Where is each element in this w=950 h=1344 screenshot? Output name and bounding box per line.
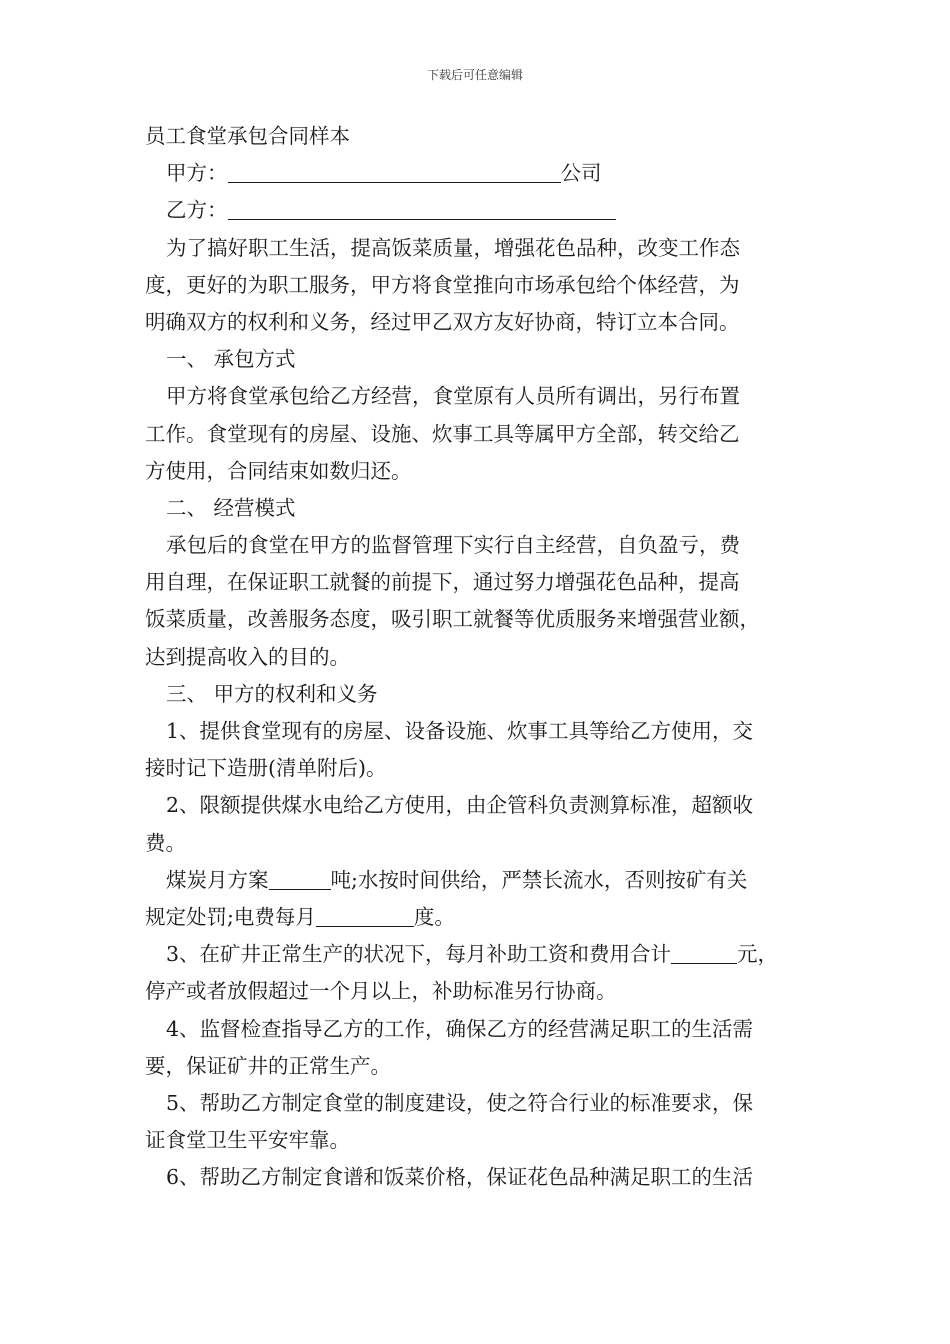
document-title: 员工食堂承包合同样本 <box>145 124 350 148</box>
item1-line: 接时记下造册(清单附后)。 <box>145 756 387 781</box>
electric-line <box>145 899 825 936</box>
item5-line: 证食堂卫生平安牢靠。 <box>145 1128 350 1153</box>
document-body <box>145 118 825 1196</box>
electric-blank <box>316 904 414 927</box>
coal-line <box>145 862 825 899</box>
electric-text: 规定处罚;电费每月 <box>145 904 316 929</box>
item4-line: 要，保证矿井的正常生产。 <box>145 1053 391 1078</box>
section1-line: 方使用，合同结束如数归还。 <box>145 458 412 483</box>
item2-line: 2、限额提供煤水电给乙方使用，由企管科负责测算标准，超额收 <box>166 793 754 818</box>
item3-text: 3、在矿井正常生产的状况下，每月补助工资和费用合计 <box>166 942 672 967</box>
item3-text: 元， <box>737 942 779 967</box>
item5-line: 5、帮助乙方制定食堂的制度建设，使之符合行业的标准要求，保 <box>166 1090 754 1115</box>
party-b-label: 乙方： <box>166 198 228 223</box>
party-b-line <box>145 192 825 229</box>
intro-line: 明确双方的权利和义务，经过甲乙双方友好协商，特订立本合同。 <box>145 309 740 334</box>
intro-line: 为了搞好职工生活，提高饭菜质量，增强花色品种，改变工作态 <box>166 235 740 260</box>
section2-line: 用自理，在保证职工就餐的前提下，通过努力增强花色品种，提高 <box>145 570 740 595</box>
section2-line: 承包后的食堂在甲方的监督管理下实行自主经营，自负盈亏，费 <box>166 533 740 558</box>
intro-line: 度，更好的为职工服务，甲方将食堂推向市场承包给个体经营，为 <box>145 272 740 297</box>
section1-line: 工作。食堂现有的房屋、设施、炊事工具等属甲方全部，转交给乙 <box>145 421 740 446</box>
party-a-blank <box>228 160 561 183</box>
item3-blank <box>671 941 737 964</box>
party-a-suffix: 公司 <box>560 161 602 186</box>
party-a-label: 甲方： <box>166 161 228 186</box>
item2-line: 费。 <box>145 830 186 855</box>
item3-line: 停产或者放假超过一个月以上，补助标准另行协商。 <box>145 979 617 1004</box>
section1-line: 甲方将食堂承包给乙方经营，食堂原有人员所有调出，另行布置 <box>166 384 740 409</box>
section-heading-2: 二、 经营模式 <box>166 495 296 520</box>
section2-line: 饭菜质量，改善服务态度，吸引职工就餐等优质服务来增强营业额， <box>145 607 760 632</box>
item1-line: 1、提供食堂现有的房屋、设备设施、炊事工具等给乙方使用，交 <box>166 719 754 743</box>
coal-blank <box>269 867 331 890</box>
coal-text: 吨;水按时间供给，严禁长流水，否则按矿有关 <box>330 867 748 892</box>
item6-line: 6、帮助乙方制定食谱和饭菜价格，保证花色品种满足职工的生活 <box>166 1165 754 1190</box>
electric-text: 度。 <box>413 904 455 929</box>
party-a-line <box>145 155 825 192</box>
section-heading-1: 一、 承包方式 <box>166 347 296 372</box>
item3-line <box>145 936 825 973</box>
section2-line: 达到提高收入的目的。 <box>145 644 350 669</box>
item4-line: 4、监督检查指导乙方的工作，确保乙方的经营满足职工的生活需 <box>166 1016 754 1041</box>
section-heading-3: 三、 甲方的权利和义务 <box>166 681 378 706</box>
header-note: 下载后可任意编辑 <box>426 68 523 82</box>
coal-text: 煤炭月方案 <box>166 867 269 892</box>
party-b-blank <box>228 197 616 220</box>
